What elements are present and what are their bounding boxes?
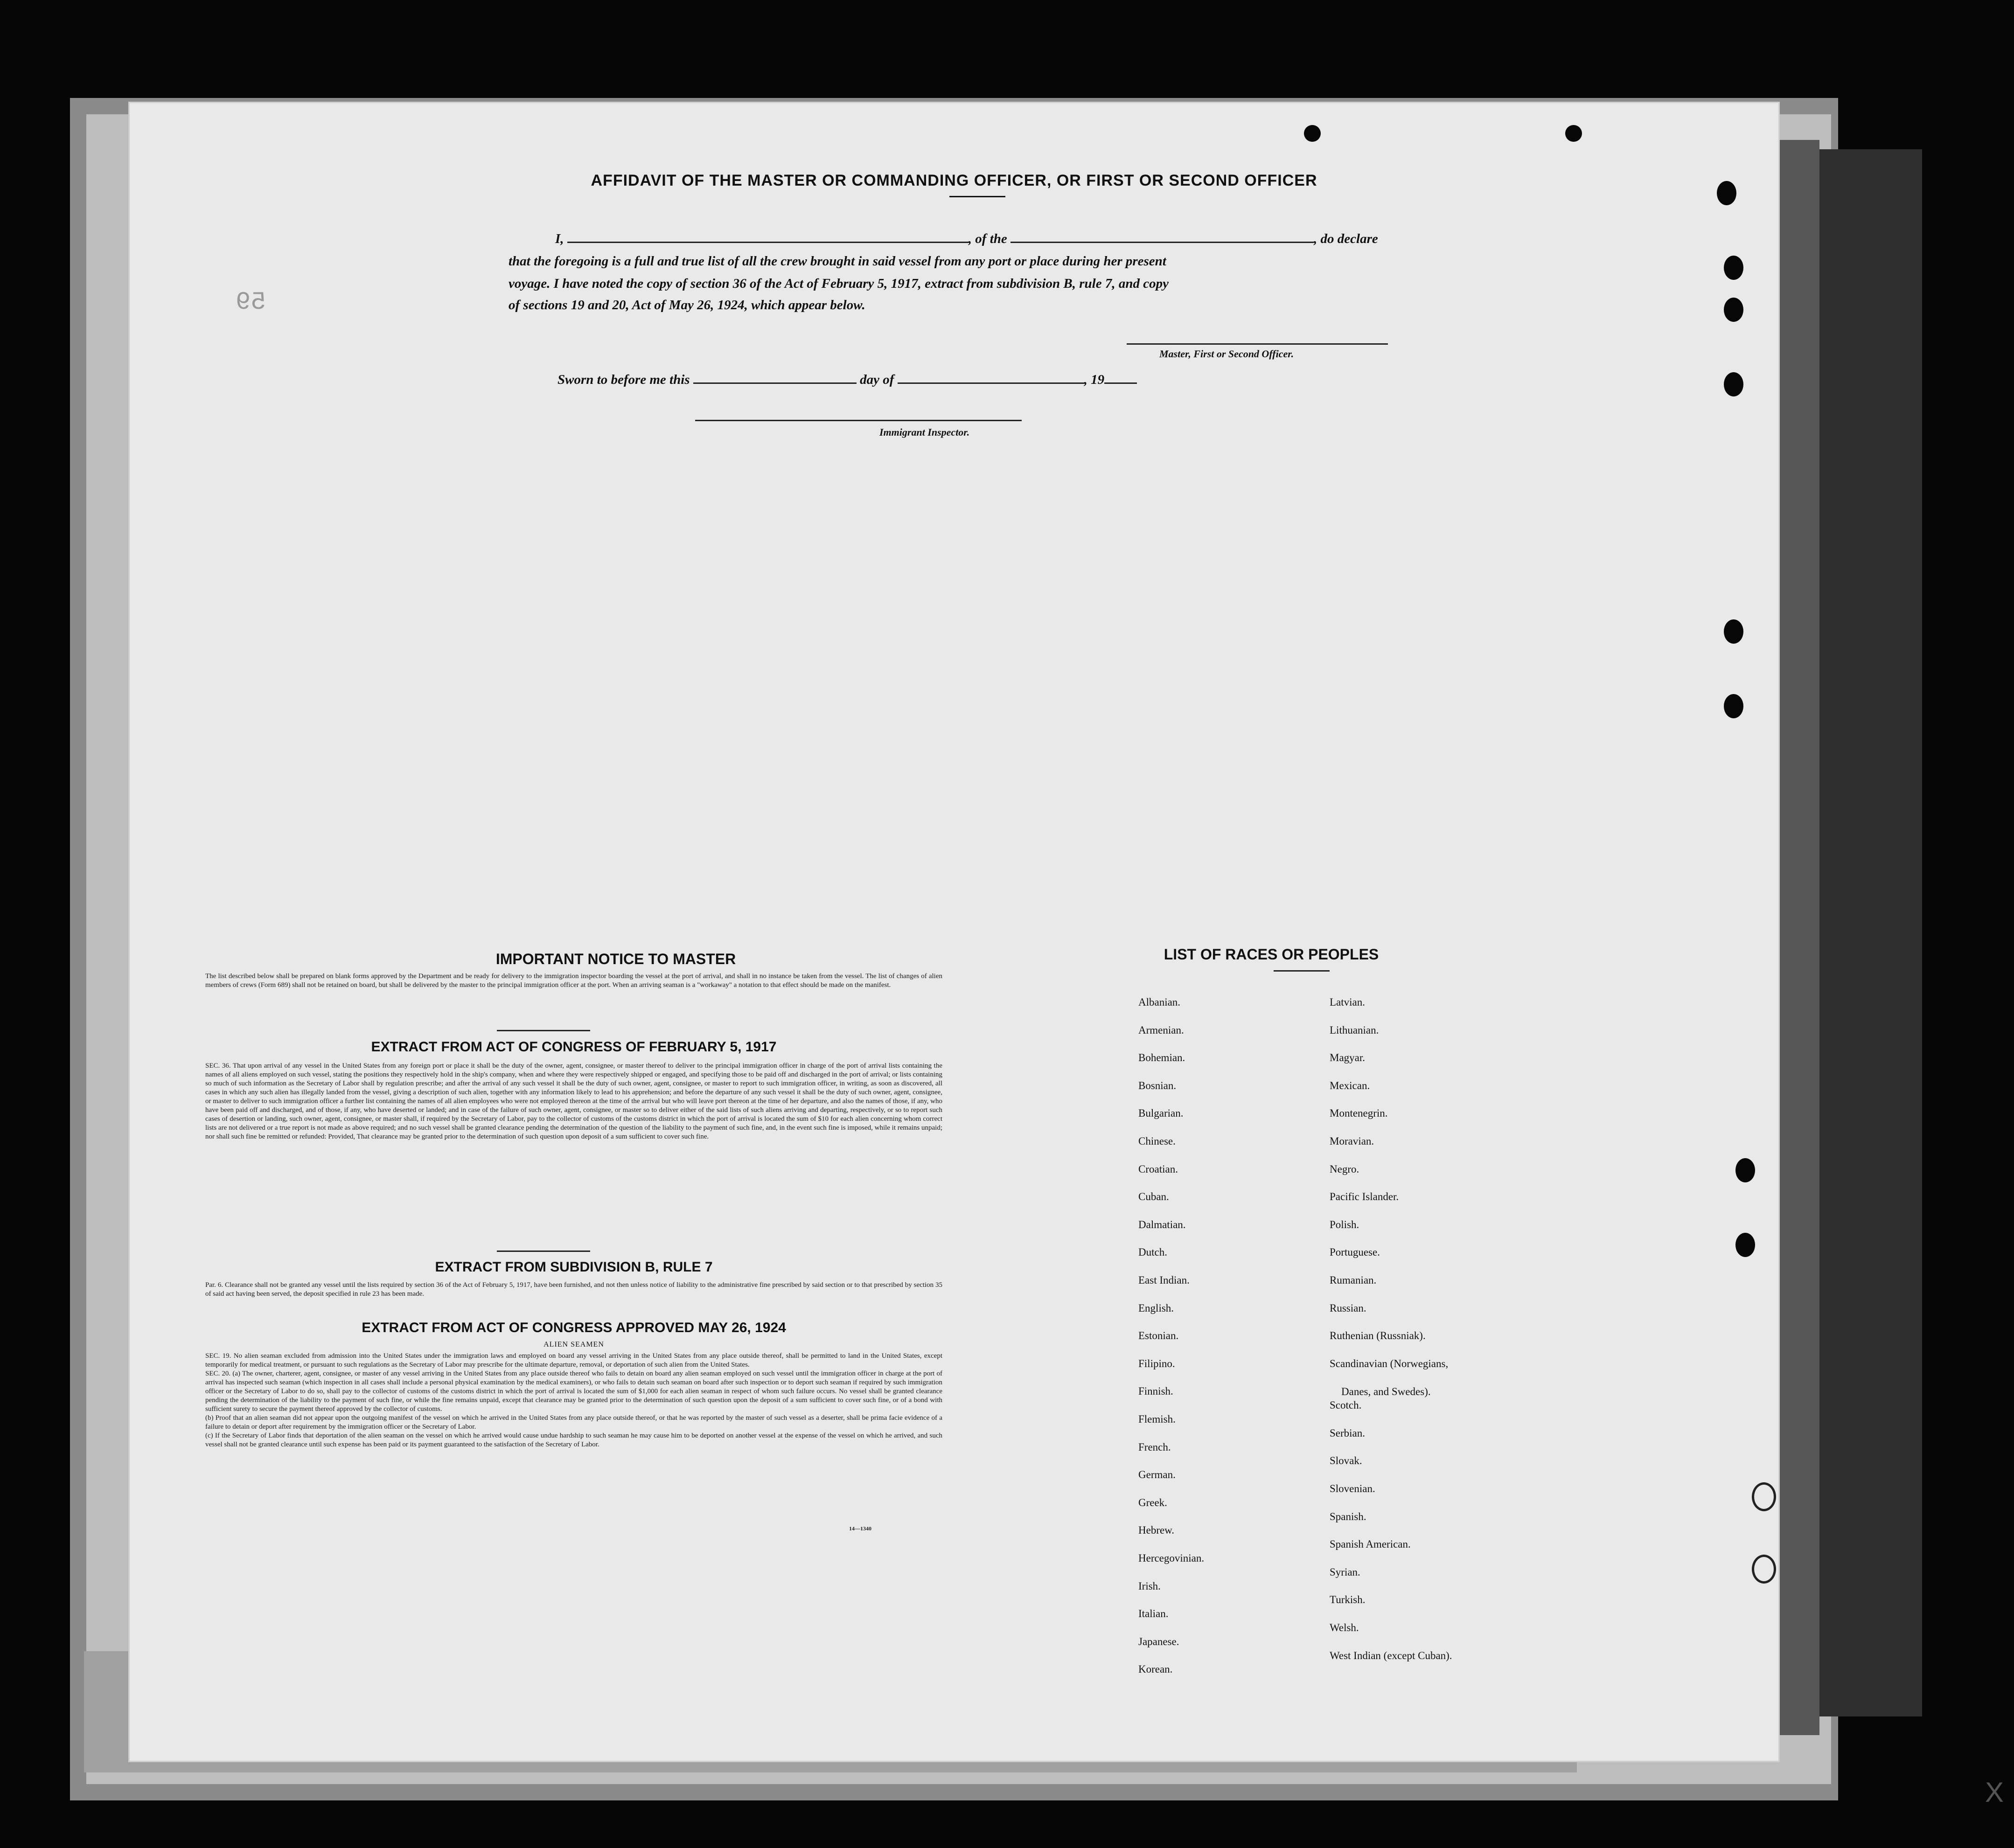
affidavit-declaration-line (555, 231, 1378, 247)
race-item: Bulgarian. (1138, 1107, 1184, 1119)
races-title: LIST OF RACES OR PEOPLES (1164, 946, 1379, 963)
form-number: 14—1340 (849, 1525, 871, 1532)
race-item: Slovak. (1330, 1455, 1362, 1467)
race-item: Bosnian. (1138, 1079, 1177, 1091)
race-item: Turkish. (1330, 1594, 1366, 1606)
inspector-label: Immigrant Inspector. (879, 426, 970, 438)
race-item: French. (1138, 1441, 1171, 1453)
race-item: Pacific Islander. (1330, 1191, 1399, 1203)
race-item: West Indian (except Cuban). (1330, 1649, 1452, 1661)
sworn-year-field[interactable] (1104, 382, 1137, 384)
race-item: Lithuanian. (1330, 1024, 1379, 1036)
race-item: Japanese. (1138, 1635, 1179, 1647)
section-divider (497, 1251, 590, 1252)
race-item: Moravian. (1330, 1135, 1374, 1147)
binder-hole-open (1752, 1482, 1776, 1511)
race-item: Spanish American. (1330, 1538, 1411, 1550)
sworn-year-prefix: , 19 (1084, 372, 1105, 387)
race-item: Serbian. (1330, 1427, 1366, 1439)
race-item: Welsh. (1330, 1622, 1359, 1633)
notice-body: The list described below shall be prepared on blank forms approved by the Department and be ready for delivery to the immigration inspector boarding the vessel at the port of arrival, and shall in no instance be taken from the vessel. The list of changes of alien members of crews (Form 689) shall not be retained on board, but shall be delivered by the master to the principal immigration officer at the port. When an arriving seaman is a "workaway" a notation to that effect should be made on the manifest. (205, 973, 942, 989)
sworn-day-of: day of (860, 372, 894, 387)
race-item: Armenian. (1138, 1024, 1184, 1036)
section-divider (497, 1030, 590, 1031)
race-item: Montenegrin. (1330, 1107, 1388, 1119)
corner-check-mark: X (1985, 1777, 2004, 1808)
sec-20a-text: SEC. 20. (a) The owner, charterer, agent, consignee, or master of any vessel arriving in the United States from any place outside thereof who fails to detain on board any alien seaman employed on such vessel until the immigration officer in charge at the port of arrival has inspected such seaman (which inspection in all cases shall include a personal physical examination by the medical examiners), or who fails to detain such seaman on board after such inspection or to deport such seaman if required by such immigration officer or the Secretary of Labor to do so, shall pay to the collector of customs of the customs district in which the port of arrival is located the sum of $1,000 for each alien seaman in respect of whom such failure occurs. No vessel shall be granted clearance pending the determination of the liability to the payment of such fine, or while the fine remains unpaid, except that clearance may be granted prior to the determination of such question upon the deposit of a sum sufficient to cover such fine, or of a bond with sufficient surety to secure the payment thereof approved by the collector of customs. (205, 1370, 942, 1413)
vessel-name-field[interactable] (1010, 242, 1314, 243)
race-item: Mexican. (1330, 1079, 1370, 1091)
rule7-body: Par. 6. Clearance shall not be granted any vessel until the lists required by section 36 of the Act of February 5, 1917, have been furnished, and not then unless notice of liability to the administrative fine prescribed by said section or to that prescribed by section 35 of said act having been served, the deposit specified in rule 23 has been made. (205, 1281, 942, 1298)
race-item: Russian. (1330, 1302, 1366, 1314)
sworn-line (558, 372, 1137, 388)
race-item: Hercegovinian. (1138, 1552, 1205, 1564)
race-item: Chinese. (1138, 1135, 1176, 1147)
act-1917-title: EXTRACT FROM ACT OF CONGRESS OF FEBRUARY 5, 1917 (371, 1039, 777, 1055)
binder-hole (1724, 256, 1743, 280)
race-item: Greek. (1138, 1496, 1167, 1508)
race-item: German. (1138, 1469, 1176, 1481)
race-item: Rumanian. (1330, 1274, 1377, 1286)
binder-hole (1724, 694, 1743, 718)
declarant-prefix: I, (555, 231, 564, 246)
race-item: Polish. (1330, 1218, 1359, 1230)
binder-hole (1735, 1233, 1755, 1257)
race-item: Dalmatian. (1138, 1218, 1186, 1230)
race-item: Negro. (1330, 1163, 1359, 1175)
punch-hole (1304, 125, 1321, 142)
race-item: Estonian. (1138, 1330, 1179, 1342)
race-item: Croatian. (1138, 1163, 1178, 1175)
inspector-signature-field[interactable] (695, 420, 1022, 421)
race-item: Bohemian. (1138, 1052, 1185, 1064)
race-item: Filipino. (1138, 1357, 1175, 1369)
race-item: Syrian. (1330, 1566, 1360, 1578)
affidavit-text-line: voyage. I have noted the copy of section 36 of the Act of February 5, 1917, extract from subdivision B, rule 7, and copy (509, 276, 1169, 291)
master-signature-field[interactable] (1127, 343, 1388, 345)
binder-hole (1724, 298, 1743, 322)
race-item: Italian. (1138, 1608, 1169, 1620)
sec-20b-text: (b) Proof that an alien seaman did not appear upon the outgoing manifest of the vessel on which he arrived in the United States from any place outside thereof, or that he was reported by the master of such vessel as a deserter, shall be prima facie evidence of a failure to detain or deport after requirement by the immigration officer or the Secretary of Labor. (205, 1414, 942, 1431)
page-number-mark: 59 (236, 288, 266, 317)
binder-hole (1724, 619, 1743, 644)
sec-20c-text: (c) If the Secretary of Labor finds that deportation of the alien seaman on the vessel on which he arrived would cause undue hardship to such seaman he may cause him to be deported on another vessel at the expense of the vessel on which he arrived, and such vessel shall not be granted clearance until such expense has been paid or its payment guaranteed to the satisfaction of the Secretary of Labor. (205, 1432, 942, 1448)
affidavit-title: AFFIDAVIT OF THE MASTER OR COMMANDING OFFICER, OR FIRST OR SECOND OFFICER (591, 172, 1317, 189)
race-item: English. (1138, 1302, 1174, 1314)
affidavit-text-line: of sections 19 and 20, Act of May 26, 1924, which appear below. (509, 298, 865, 313)
affidavit-text-line: that the foregoing is a full and true list of all the crew brought in said vessel from any port or place during her present (509, 254, 1166, 269)
race-item: Dutch. (1138, 1246, 1167, 1258)
race-item: Irish. (1138, 1580, 1161, 1592)
race-item: Danes, and Swedes). (1341, 1385, 1431, 1397)
punch-hole (1565, 125, 1582, 142)
race-item: Latvian. (1330, 996, 1365, 1008)
binder-hole-open (1752, 1555, 1776, 1584)
race-item: Scandinavian (Norwegians, (1330, 1357, 1449, 1369)
race-item: Scotch. (1330, 1399, 1362, 1411)
sec-19-text: SEC. 19. No alien seaman excluded from admission into the United States under the immigration laws and employed on board any vessel arriving in the United States from any place outside thereof, shall be permitted to land in the United States, except temporarily for medical treatment, or pursuant to such regulations as the Secretary of Labor may prescribe for the ultimate departure, removal, or deportation of such alien from the United States. (205, 1352, 942, 1369)
declare-suffix: , do declare (1314, 231, 1378, 246)
binder-hole (1735, 1158, 1755, 1182)
race-item: East Indian. (1138, 1274, 1190, 1286)
race-item: Cuban. (1138, 1191, 1169, 1203)
race-item: Korean. (1138, 1663, 1173, 1675)
race-item: Slovenian. (1330, 1483, 1375, 1494)
race-item: Finnish. (1138, 1385, 1173, 1397)
race-item: Hebrew. (1138, 1524, 1175, 1536)
race-item: Magyar. (1330, 1052, 1366, 1064)
act-1924-body (205, 1352, 942, 1449)
title-rule (949, 196, 1005, 197)
vessel-prefix: , of the (968, 231, 1007, 246)
manifest-sheet (128, 102, 2004, 1808)
rule7-title: EXTRACT FROM SUBDIVISION B, RULE 7 (435, 1259, 713, 1275)
sworn-prefix: Sworn to before me this (558, 372, 690, 387)
notice-title: IMPORTANT NOTICE TO MASTER (495, 951, 736, 967)
master-signature-label: Master, First or Second Officer. (1159, 348, 1294, 360)
race-item: Ruthenian (Russniak). (1330, 1330, 1426, 1342)
race-item: Albanian. (1138, 996, 1181, 1008)
act-1917-body: SEC. 36. That upon arrival of any vessel in the United States from any foreign port or place it shall be the duty of the owner, agent, consignee, or master thereof to deliver to the principal immigration officer in charge of the port of arrival lists containing the names of all aliens employed on such vessel, stating the positions they respectively hold in the ship's company, when and where they were respectively shipped or engaged, and specifying those to be paid off and discharged in the port of arrival; or lists containing so much of such information as the Secretary of Labor shall by regulation prescribe; and after the arrival of any such vessel it shall be the duty of such owner, agent, consignee, or master to report to such immigration officer, in writing, as soon as discovered, all cases in which any such alien has illegally landed from the vessel, giving a description of such alien, together with any information likely to lead to his apprehension; and before the departure of any such vessel it shall be the duty of such owner, agent, consignee, or master to deliver to such immigration officer a further list containing the names of all alien employees who were not employed thereon at the time of the arrival but who will leave port thereon at the time of her departure, and also the names of those, if any, who have been paid off and discharged, and of those, if any, who have deserted or landed; and in case of the failure of such owner, agent, consignee, or master so to deliver either of the said lists of such aliens arriving and departing, respectively, or so to report such cases of desertion or landing, such owner, agent, consignee, or master shall, if required by the Secretary of Labor, pay to the collector of customs of the customs district in which the port of arrival is located the sum of $10 for each alien concerning whom correct lists are not delivered or a true report is not made as above required; and no such vessel shall be granted clearance pending the determination of the question of the liability to the payment of such fine, and, in the event such fine is imposed, while it remains unpaid; nor shall such fine be remitted or refunded: Provided, That clearance may be granted prior to the determination of such question upon deposit of a sum sufficient to cover such fine. (205, 1062, 942, 1140)
race-item: Spanish. (1330, 1510, 1366, 1522)
sworn-month-field[interactable] (898, 382, 1084, 384)
race-item: Flemish. (1138, 1413, 1176, 1425)
declarant-name-field[interactable] (567, 242, 969, 243)
sworn-day-field[interactable] (693, 382, 857, 384)
races-title-rule (1274, 970, 1330, 972)
act-1924-title: EXTRACT FROM ACT OF CONGRESS APPROVED MAY 26, 1924 (362, 1320, 786, 1335)
race-item: Portuguese. (1330, 1246, 1380, 1258)
binder-hole (1724, 372, 1743, 396)
act-1924-subtitle: ALIEN SEAMEN (544, 1341, 604, 1348)
